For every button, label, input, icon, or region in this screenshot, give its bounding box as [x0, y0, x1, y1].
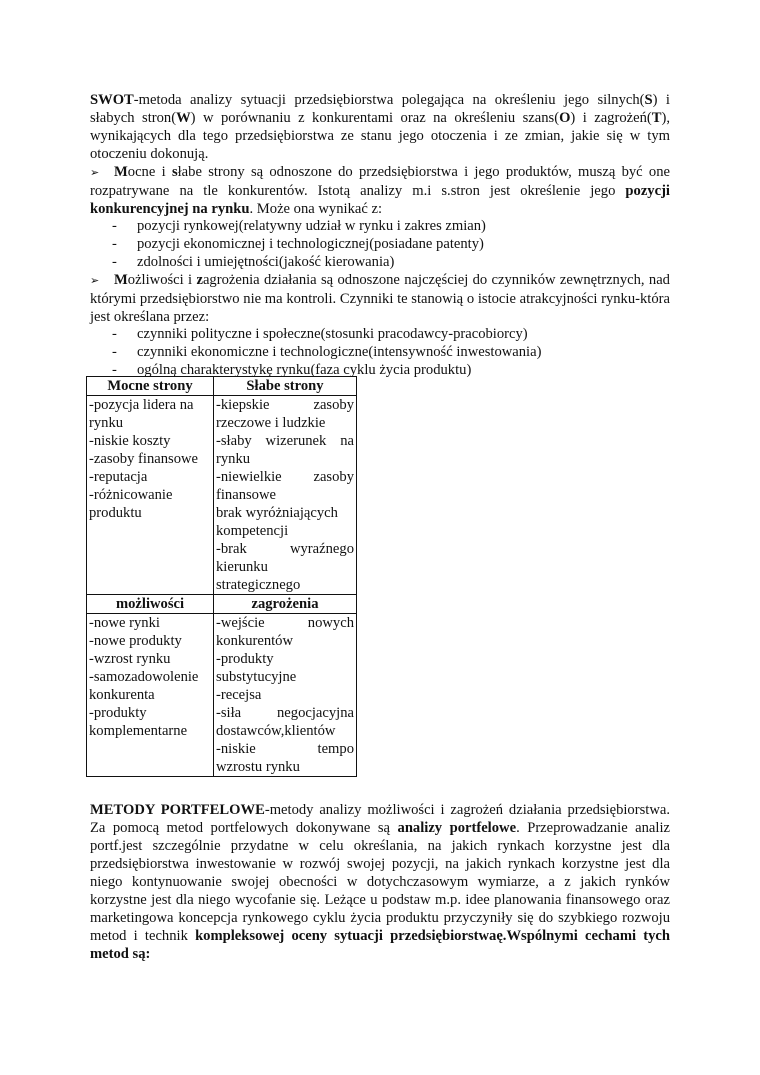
list-item: - ogólną charakterystykę rynku(faza cyklu życia produktu) [112, 362, 472, 378]
letter: M [114, 272, 128, 288]
list-item: - czynniki ekonomiczne i technologiczne(intensywność inwestowania) [112, 344, 542, 360]
cell-line: -recejsa [216, 687, 262, 703]
list-item: - pozycji ekonomicznej i technologicznej(posiadane patenty) [112, 236, 484, 252]
header-weaknesses: Słabe strony [214, 377, 357, 396]
list-item: - czynniki polityczne i społeczne(stosunki pracodawcy-pracobiorcy) [112, 326, 528, 342]
text: ) w porównaniu z konkurentami oraz na określeniu szans( [190, 110, 560, 126]
cell-line: rynku [216, 451, 251, 467]
strengths-paragraph [90, 163, 670, 218]
weaknesses-cell [214, 396, 357, 595]
letter: T [651, 110, 662, 126]
swot-table [86, 376, 357, 777]
bold-phrase: analizy portfelowe [397, 820, 517, 836]
cell-line: -różnicowanie [89, 487, 173, 503]
arrow-bullet-icon: ➢ [90, 166, 100, 179]
cell-line: -wzrost rynku [89, 651, 171, 667]
term-portfolio: METODY PORTFELOWE [90, 802, 265, 818]
cell-line: -kiepskie zasoby [216, 397, 354, 413]
cell-line: -siła negocjacyjna [216, 705, 354, 721]
cell-line: komplementarne [89, 723, 188, 739]
cell-line: kompetencji [216, 523, 289, 539]
cell-line: -niskie koszty [89, 433, 171, 449]
text: ) i słabych stron( [90, 92, 670, 126]
letter: S [644, 92, 653, 108]
cell-line: konkurentów [216, 633, 294, 649]
list-text: czynniki polityczne i społeczne(stosunki pracodawcy-pracobiorcy) [137, 326, 528, 342]
cell-line: -pozycja lidera na [89, 397, 194, 413]
list-item: - zdolności i umiejętności(jakość kierowania) [112, 254, 395, 270]
cell-line: -nowe produkty [89, 633, 182, 649]
letter: z [196, 272, 203, 288]
threats-cell [214, 614, 357, 777]
cell-line: wzrostu rynku [216, 759, 300, 775]
list-text: ogólną charakterystykę rynku(faza cyklu życia produktu) [137, 362, 472, 378]
list-text: zdolności i umiejętności(jakość kierowania) [137, 254, 395, 270]
cell-line: -produkty [216, 651, 274, 667]
letter: s [171, 164, 178, 180]
cell-line: -niewielkie zasoby [216, 469, 354, 485]
text: ) i zagrożeń( [570, 110, 652, 126]
cell-line: -słaby wizerunek na [216, 433, 354, 449]
text: ożliwości i [127, 272, 197, 288]
list-text: czynniki ekonomiczne i technologiczne(intensywność inwestowania) [137, 344, 542, 360]
cell-line: -reputacja [89, 469, 148, 485]
cell-line: dostawców,klientów [216, 723, 336, 739]
opportunities-cell [87, 614, 214, 777]
text: -metody analizy możliwości i zagrożeń działania przedsiębiorstwa. Za pomocą metod portfelowych dokonywane są [90, 802, 670, 836]
cell-line: rynku [89, 415, 124, 431]
list-text: pozycji rynkowej(relatywny udział w rynku i zakres zmian) [137, 218, 486, 234]
term-swot: SWOT [90, 92, 134, 108]
header-strengths: Mocne strony [87, 377, 214, 396]
cell-line: -samozadowolenie [89, 669, 199, 685]
text: . Może ona wynikać z: [249, 201, 383, 217]
cell-line: -wejście nowych [216, 615, 354, 631]
bold-phrase: pozycji konkurencyjnej na rynku [90, 183, 670, 217]
letter: O [559, 110, 571, 126]
opportunities-paragraph [90, 271, 670, 326]
text: agrożenia działania są odnoszone najczęściej do czynników zewnętrznych, nad którymi przedsiębiorstwo nie ma kontroli. Czynniki te stanowią o istocie atrakcyjności rynku-która jest określana przez: [90, 272, 670, 325]
cell-line: rzeczowe i ludzkie [216, 415, 326, 431]
letter: W [176, 110, 191, 126]
list-item: - pozycji rynkowej(relatywny udział w rynku i zakres zmian) [112, 218, 486, 234]
arrow-bullet-icon: ➢ [90, 274, 100, 287]
cell-line: -produkty [89, 705, 147, 721]
cell-line: -nowe rynki [89, 615, 160, 631]
text: łabe strony są odnoszone do przedsiębiorstwa i jego produktów, muszą być one rozpatrywane na tle konkurentów. Istotą analizy m.i s.stron jest określenie jego [90, 164, 670, 199]
text: ), wynikających dla tego przedsiębiorstwa ze stanu jego otoczenia i ze zmian, jakie się w tym otoczeniu dokonują. [90, 110, 671, 162]
swot-definition [90, 91, 670, 163]
cell-line: -brak wyraźnego [216, 541, 354, 557]
strengths-cell [87, 396, 214, 595]
cell-line: produktu [89, 505, 142, 521]
cell-line: konkurenta [89, 687, 155, 703]
text: ocne i [127, 164, 172, 180]
cell-line: substytucyjne [216, 669, 297, 685]
cell-line: finansowe [216, 487, 276, 503]
header-opportunities: możliwości [87, 595, 214, 614]
bold-phrase: kompleksowej oceny sytuacji przedsiębiorstwaę.Wspólnymi cechami tych metod są: [90, 928, 670, 962]
text: -metoda analizy sytuacji przedsiębiorstwa polegająca na określeniu jego silnych( [133, 92, 645, 108]
text: . Przeprowadzanie analiz portf.jest szczególnie przydatne w celu określania, na jakich rynkach korzystne jest dla przedsiębiorstwa inwestowanie w rozwój swojej pozycji, na jakich rynkach korzystne jest dla niego kontynuowanie swojej obecności w dotychczasowym wymiarze, a z jakich rynków korzystne jest dla niego wycofanie się. Leżące u podstaw m.p. idee planowania finansowego oraz marketingowa koncepcja rynkowego cyklu życia produktu przyczyniły się do szybkiego rozwoju metod i technik [90, 820, 671, 944]
list-text: pozycji ekonomicznej i technologicznej(posiadane patenty) [137, 236, 484, 252]
cell-line: strategicznego [216, 577, 301, 593]
header-threats: zagrożenia [214, 595, 357, 614]
portfolio-paragraph [90, 801, 670, 963]
cell-line: -zasoby finansowe [89, 451, 199, 467]
letter: M [114, 164, 128, 180]
cell-line: -niskie tempo [216, 741, 354, 757]
cell-line: kierunku [216, 559, 268, 575]
cell-line: brak wyróżniających [216, 505, 338, 521]
